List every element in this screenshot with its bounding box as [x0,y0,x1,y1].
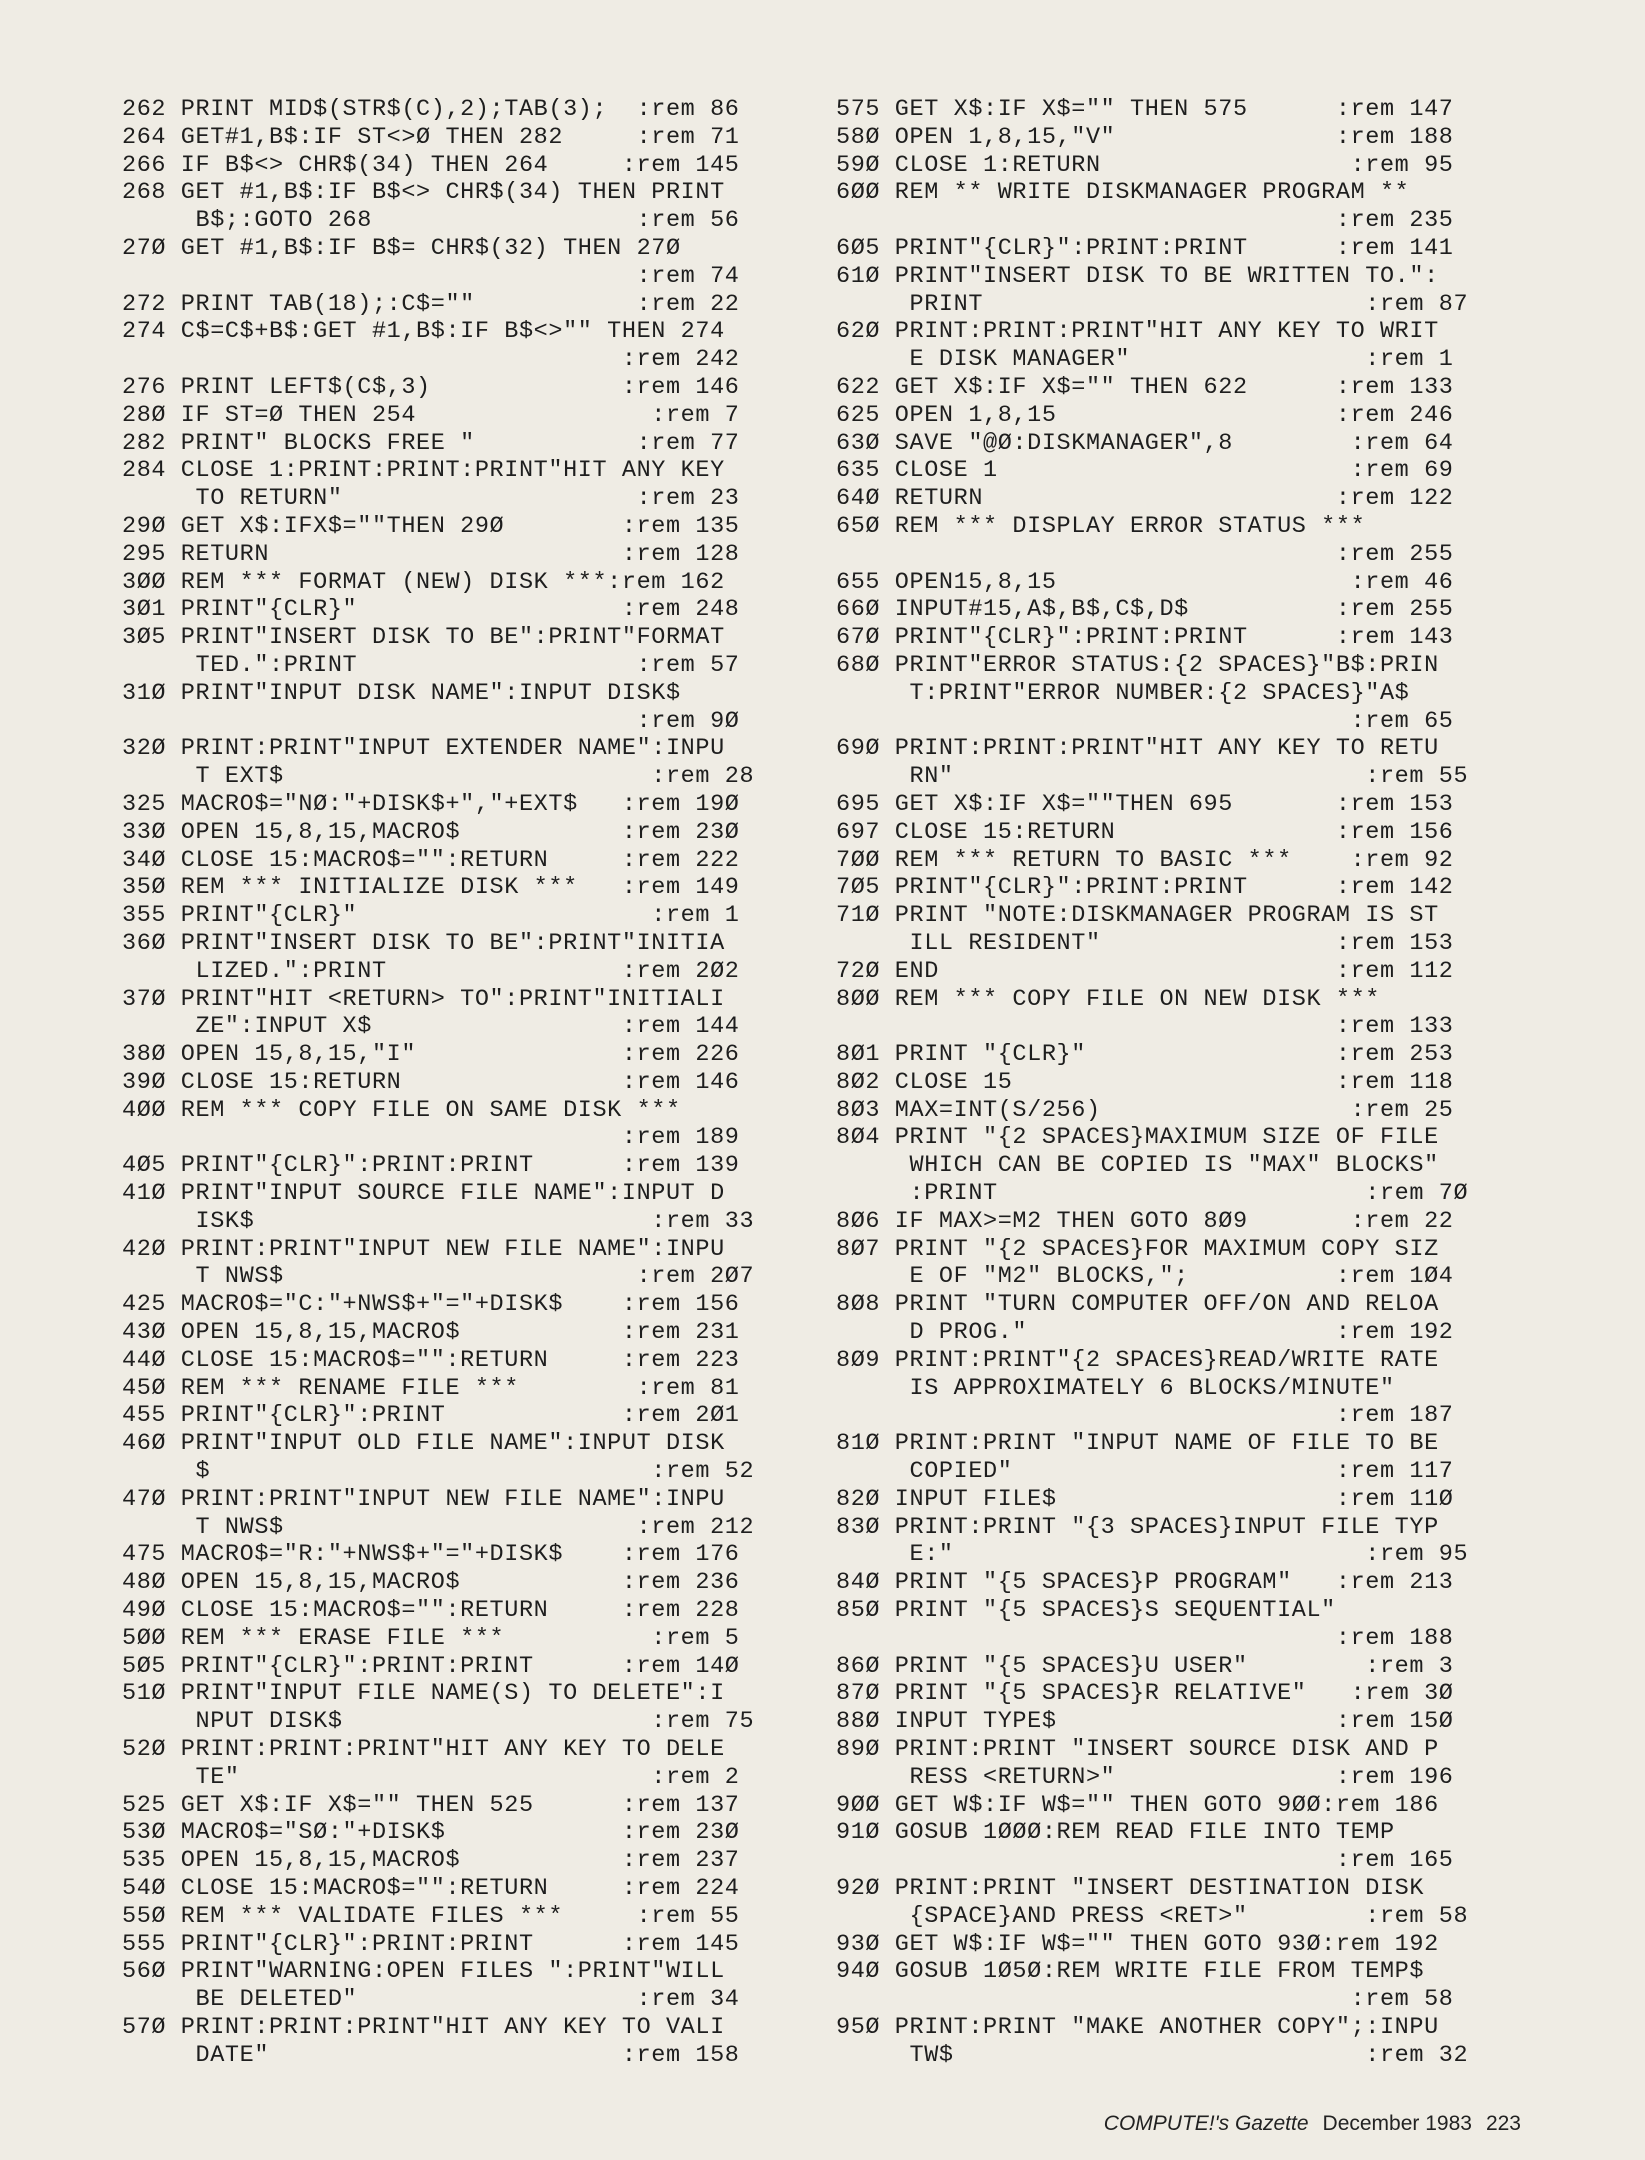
code-line: ZE":INPUT X$ :rem 144 [122,1013,740,1041]
code-line: 71Ø PRINT "NOTE:DISKMANAGER PROGRAM IS ST [836,902,1439,930]
code-line: 82Ø INPUT FILE$ :rem 11Ø [836,1485,1454,1513]
code-line: IS APPROXIMATELY 6 BLOCKS/MINUTE" [836,1374,1395,1402]
code-line: 47Ø PRINT:PRINT"INPUT NEW FILE NAME":INPU [122,1485,725,1513]
code-line: 697 CLOSE 15:RETURN :rem 156 [836,818,1454,846]
code-line: 695 GET X$:IF X$=""THEN 695 :rem 153 [836,790,1454,818]
code-line: 8Ø7 PRINT "{2 SPACES}FOR MAXIMUM COPY SIZ [836,1235,1439,1263]
issue-date: December 1983 [1322,2112,1472,2135]
code-line: T EXT$ :rem 28 [122,763,755,791]
code-line: :rem 9Ø [122,707,740,735]
code-line: TED.":PRINT :rem 57 [122,651,740,679]
code-line: 43Ø OPEN 15,8,15,MACRO$ :rem 231 [122,1319,740,1347]
code-line: 68Ø PRINT"ERROR STATUS:{2 SPACES}"B$:PRIN [836,651,1439,679]
code-line: 4Ø5 PRINT"{CLR}":PRINT:PRINT :rem 139 [122,1152,740,1180]
code-line: 34Ø CLOSE 15:MACRO$="":RETURN :rem 222 [122,846,740,874]
code-line: 655 OPEN15,8,15 :rem 46 [836,568,1454,596]
code-line: 58Ø OPEN 1,8,15,"V" :rem 188 [836,123,1454,151]
code-line: 36Ø PRINT"INSERT DISK TO BE":PRINT"INITIA [122,929,725,957]
code-line: 268 GET #1,B$:IF B$<> CHR$(34) THEN PRINT [122,179,725,207]
code-line: 7Ø5 PRINT"{CLR}":PRINT:PRINT :rem 142 [836,874,1454,902]
code-line: 56Ø PRINT"WARNING:OPEN FILES ":PRINT"WILL [122,1958,725,1986]
code-line: 7ØØ REM *** RETURN TO BASIC *** :rem 92 [836,846,1454,874]
code-line: :rem 165 [836,1847,1454,1875]
code-line: 41Ø PRINT"INPUT SOURCE FILE NAME":INPUT D [122,1180,725,1208]
code-line: E OF "M2" BLOCKS,"; :rem 1Ø4 [836,1263,1454,1291]
code-line: :rem 65 [836,707,1454,735]
code-line: 8ØØ REM *** COPY FILE ON NEW DISK *** [836,985,1380,1013]
code-line: 29Ø GET X$:IFX$=""THEN 29Ø :rem 135 [122,512,740,540]
code-line: 8Ø6 IF MAX>=M2 THEN GOTO 8Ø9 :rem 22 [836,1207,1454,1235]
code-line: 31Ø PRINT"INPUT DISK NAME":INPUT DISK$ [122,679,681,707]
code-line: 48Ø OPEN 15,8,15,MACRO$ :rem 236 [122,1569,740,1597]
code-line: 94Ø GOSUB 1Ø5Ø:REM WRITE FILE FROM TEMP$ [836,1958,1425,1986]
code-line: 49Ø CLOSE 15:MACRO$="":RETURN :rem 228 [122,1597,740,1625]
code-line: RN" :rem 55 [836,763,1469,791]
code-line: :rem 189 [122,1124,740,1152]
code-line: :rem 187 [836,1402,1454,1430]
code-line: ILL RESIDENT" :rem 153 [836,929,1454,957]
code-line: 325 MACRO$="NØ:"+DISK$+","+EXT$ :rem 19Ø [122,790,740,818]
code-line: 38Ø OPEN 15,8,15,"I" :rem 226 [122,1041,740,1069]
code-line: 83Ø PRINT:PRINT "{3 SPACES}INPUT FILE TYP [836,1513,1439,1541]
code-line: 274 C$=C$+B$:GET #1,B$:IF B$<>"" THEN 274 [122,318,725,346]
code-line: TE" :rem 2 [122,1763,740,1791]
code-line: 272 PRINT TAB(18);:C$="" :rem 22 [122,290,740,318]
code-line: 53Ø MACRO$="SØ:"+DISK$ :rem 23Ø [122,1819,740,1847]
code-line: 64Ø RETURN :rem 122 [836,485,1454,513]
code-line: 46Ø PRINT"INPUT OLD FILE NAME":INPUT DISK [122,1430,725,1458]
code-line: 295 RETURN :rem 128 [122,540,740,568]
code-line: COPIED" :rem 117 [836,1458,1454,1486]
code-line: 475 MACRO$="R:"+NWS$+"="+DISK$ :rem 176 [122,1541,740,1569]
code-line: 8Ø9 PRINT:PRINT"{2 SPACES}READ/WRITE RATE [836,1346,1439,1374]
code-line: 35Ø REM *** INITIALIZE DISK *** :rem 149 [122,874,740,902]
code-line: 264 GET#1,B$:IF ST<>Ø THEN 282 :rem 71 [122,123,740,151]
program-listing-left [122,96,822,2070]
code-line: 284 CLOSE 1:PRINT:PRINT:PRINT"HIT ANY KEY [122,457,725,485]
code-line: ISK$ :rem 33 [122,1207,755,1235]
listing-column-left [122,96,822,2070]
code-line: WHICH CAN BE COPIED IS "MAX" BLOCKS" [836,1152,1439,1180]
code-line: 42Ø PRINT:PRINT"INPUT NEW FILE NAME":INPU [122,1235,725,1263]
code-line: 88Ø INPUT TYPE$ :rem 15Ø [836,1708,1454,1736]
code-line: 355 PRINT"{CLR}" :rem 1 [122,902,740,930]
code-line: 28Ø IF ST=Ø THEN 254 :rem 7 [122,401,740,429]
code-line: 91Ø GOSUB 1ØØØ:REM READ FILE INTO TEMP [836,1819,1395,1847]
code-line: T NWS$ :rem 2Ø7 [122,1263,755,1291]
code-line: 525 GET X$:IF X$="" THEN 525 :rem 137 [122,1791,740,1819]
code-line: 8Ø1 PRINT "{CLR}" :rem 253 [836,1041,1454,1069]
code-line: :rem 133 [836,1013,1454,1041]
page-footer [1104,2112,1521,2136]
code-line: 27Ø GET #1,B$:IF B$= CHR$(32) THEN 27Ø [122,234,681,262]
code-line: DATE" :rem 158 [122,2041,740,2069]
code-line: 63Ø SAVE "@Ø:DISKMANAGER",8 :rem 64 [836,429,1454,457]
listing-column-right [836,96,1516,2070]
code-line: 33Ø OPEN 15,8,15,MACRO$ :rem 23Ø [122,818,740,846]
code-line: PRINT :rem 87 [836,290,1469,318]
code-line: 5Ø5 PRINT"{CLR}":PRINT:PRINT :rem 14Ø [122,1652,740,1680]
code-line: 266 IF B$<> CHR$(34) THEN 264 :rem 145 [122,151,740,179]
code-line: 455 PRINT"{CLR}":PRINT :rem 2Ø1 [122,1402,740,1430]
code-line: 8Ø2 CLOSE 15 :rem 118 [836,1068,1454,1096]
code-line: 555 PRINT"{CLR}":PRINT:PRINT :rem 145 [122,1930,740,1958]
code-line: 3Ø1 PRINT"{CLR}" :rem 248 [122,596,740,624]
code-line: 4ØØ REM *** COPY FILE ON SAME DISK *** [122,1096,681,1124]
code-line: 5ØØ REM *** ERASE FILE *** :rem 5 [122,1624,740,1652]
code-line: B$;:GOTO 268 :rem 56 [122,207,740,235]
code-line: LIZED.":PRINT :rem 2Ø2 [122,957,740,985]
code-line: 276 PRINT LEFT$(C$,3) :rem 146 [122,373,740,401]
code-line: 51Ø PRINT"INPUT FILE NAME(S) TO DELETE":I [122,1680,725,1708]
code-line: 425 MACRO$="C:"+NWS$+"="+DISK$ :rem 156 [122,1291,740,1319]
code-line: 65Ø REM *** DISPLAY ERROR STATUS *** [836,512,1366,540]
code-line: 39Ø CLOSE 15:RETURN :rem 146 [122,1068,740,1096]
code-line: 44Ø CLOSE 15:MACRO$="":RETURN :rem 223 [122,1346,740,1374]
program-listing-right [836,96,1516,2070]
code-line: TO RETURN" :rem 23 [122,485,740,513]
code-line: 69Ø PRINT:PRINT:PRINT"HIT ANY KEY TO RETU [836,735,1439,763]
code-line: 92Ø PRINT:PRINT "INSERT DESTINATION DISK [836,1875,1425,1902]
code-line: 62Ø PRINT:PRINT:PRINT"HIT ANY KEY TO WRIT [836,318,1439,346]
code-line: 282 PRINT" BLOCKS FREE " :rem 77 [122,429,740,457]
code-line: NPUT DISK$ :rem 75 [122,1708,755,1736]
code-line: :rem 242 [122,346,740,374]
code-line: E DISK MANAGER" :rem 1 [836,346,1454,374]
code-line: 95Ø PRINT:PRINT "MAKE ANOTHER COPY";:INPU [836,2013,1439,2041]
code-line: 55Ø REM *** VALIDATE FILES *** :rem 55 [122,1902,740,1930]
code-line: :rem 255 [836,540,1454,568]
code-line: 87Ø PRINT "{5 SPACES}R RELATIVE" :rem 3Ø [836,1680,1454,1708]
code-line: 3ØØ REM *** FORMAT (NEW) DISK ***:rem 162 [122,568,725,596]
code-line: :rem 188 [836,1624,1454,1652]
code-line: {SPACE}AND PRESS <RET>" :rem 58 [836,1902,1469,1930]
code-line: 45Ø REM *** RENAME FILE *** :rem 81 [122,1374,740,1402]
code-line: E:" :rem 95 [836,1541,1469,1569]
code-line: :rem 74 [122,262,740,290]
code-line: 66Ø INPUT#15,A$,B$,C$,D$ :rem 255 [836,596,1454,624]
page-number: 223 [1485,2112,1521,2135]
code-line: 93Ø GET W$:IF W$="" THEN GOTO 93Ø:rem 192 [836,1930,1439,1958]
code-line: 52Ø PRINT:PRINT:PRINT"HIT ANY KEY TO DELE [122,1736,725,1764]
code-line: BE DELETED" :rem 34 [122,1986,740,2014]
code-line: 54Ø CLOSE 15:MACRO$="":RETURN :rem 224 [122,1875,740,1902]
code-line: :rem 235 [836,207,1454,235]
code-line: 262 PRINT MID$(STR$(C),2);TAB(3); :rem 86 [122,96,740,123]
code-line: 535 OPEN 15,8,15,MACRO$ :rem 237 [122,1847,740,1875]
code-line: 8Ø4 PRINT "{2 SPACES}MAXIMUM SIZE OF FILE [836,1124,1439,1152]
code-line: 61Ø PRINT"INSERT DISK TO BE WRITTEN TO.": [836,262,1439,290]
code-line: 575 GET X$:IF X$="" THEN 575 :rem 147 [836,96,1454,123]
code-line: 72Ø END :rem 112 [836,957,1454,985]
code-line: 8Ø3 MAX=INT(S/256) :rem 25 [836,1096,1454,1124]
code-line: 32Ø PRINT:PRINT"INPUT EXTENDER NAME":INPU [122,735,725,763]
code-line: $ :rem 52 [122,1458,755,1486]
code-line: 67Ø PRINT"{CLR}":PRINT:PRINT :rem 143 [836,624,1454,652]
code-line: TW$ :rem 32 [836,2041,1469,2069]
code-line: 37Ø PRINT"HIT <RETURN> TO":PRINT"INITIALI [122,985,725,1013]
code-line: RESS <RETURN>" :rem 196 [836,1763,1454,1791]
code-line: 86Ø PRINT "{5 SPACES}U USER" :rem 3 [836,1652,1454,1680]
code-line: D PROG." :rem 192 [836,1319,1454,1347]
code-line: 8Ø8 PRINT "TURN COMPUTER OFF/ON AND RELOA [836,1291,1439,1319]
code-line: 84Ø PRINT "{5 SPACES}P PROGRAM" :rem 213 [836,1569,1454,1597]
code-line: 6ØØ REM ** WRITE DISKMANAGER PROGRAM ** [836,179,1410,207]
code-line: 81Ø PRINT:PRINT "INPUT NAME OF FILE TO BE [836,1430,1439,1458]
code-line: 85Ø PRINT "{5 SPACES}S SEQUENTIAL" [836,1597,1336,1625]
code-line: 9ØØ GET W$:IF W$="" THEN GOTO 9ØØ:rem 186 [836,1791,1439,1819]
code-line: :rem 58 [836,1986,1454,2014]
code-line: 625 OPEN 1,8,15 :rem 246 [836,401,1454,429]
code-line: 3Ø5 PRINT"INSERT DISK TO BE":PRINT"FORMAT [122,624,725,652]
code-line: T NWS$ :rem 212 [122,1513,755,1541]
code-line: 635 CLOSE 1 :rem 69 [836,457,1454,485]
code-line: 89Ø PRINT:PRINT "INSERT SOURCE DISK AND P [836,1736,1439,1764]
code-line: :PRINT :rem 7Ø [836,1180,1469,1208]
magazine-name: COMPUTE!'s Gazette [1103,2112,1309,2135]
code-line: 59Ø CLOSE 1:RETURN :rem 95 [836,151,1454,179]
code-line: 6Ø5 PRINT"{CLR}":PRINT:PRINT :rem 141 [836,234,1454,262]
code-line: T:PRINT"ERROR NUMBER:{2 SPACES}"A$ [836,679,1410,707]
code-line: 57Ø PRINT:PRINT:PRINT"HIT ANY KEY TO VALI [122,2013,725,2041]
code-line: 622 GET X$:IF X$="" THEN 622 :rem 133 [836,373,1454,401]
